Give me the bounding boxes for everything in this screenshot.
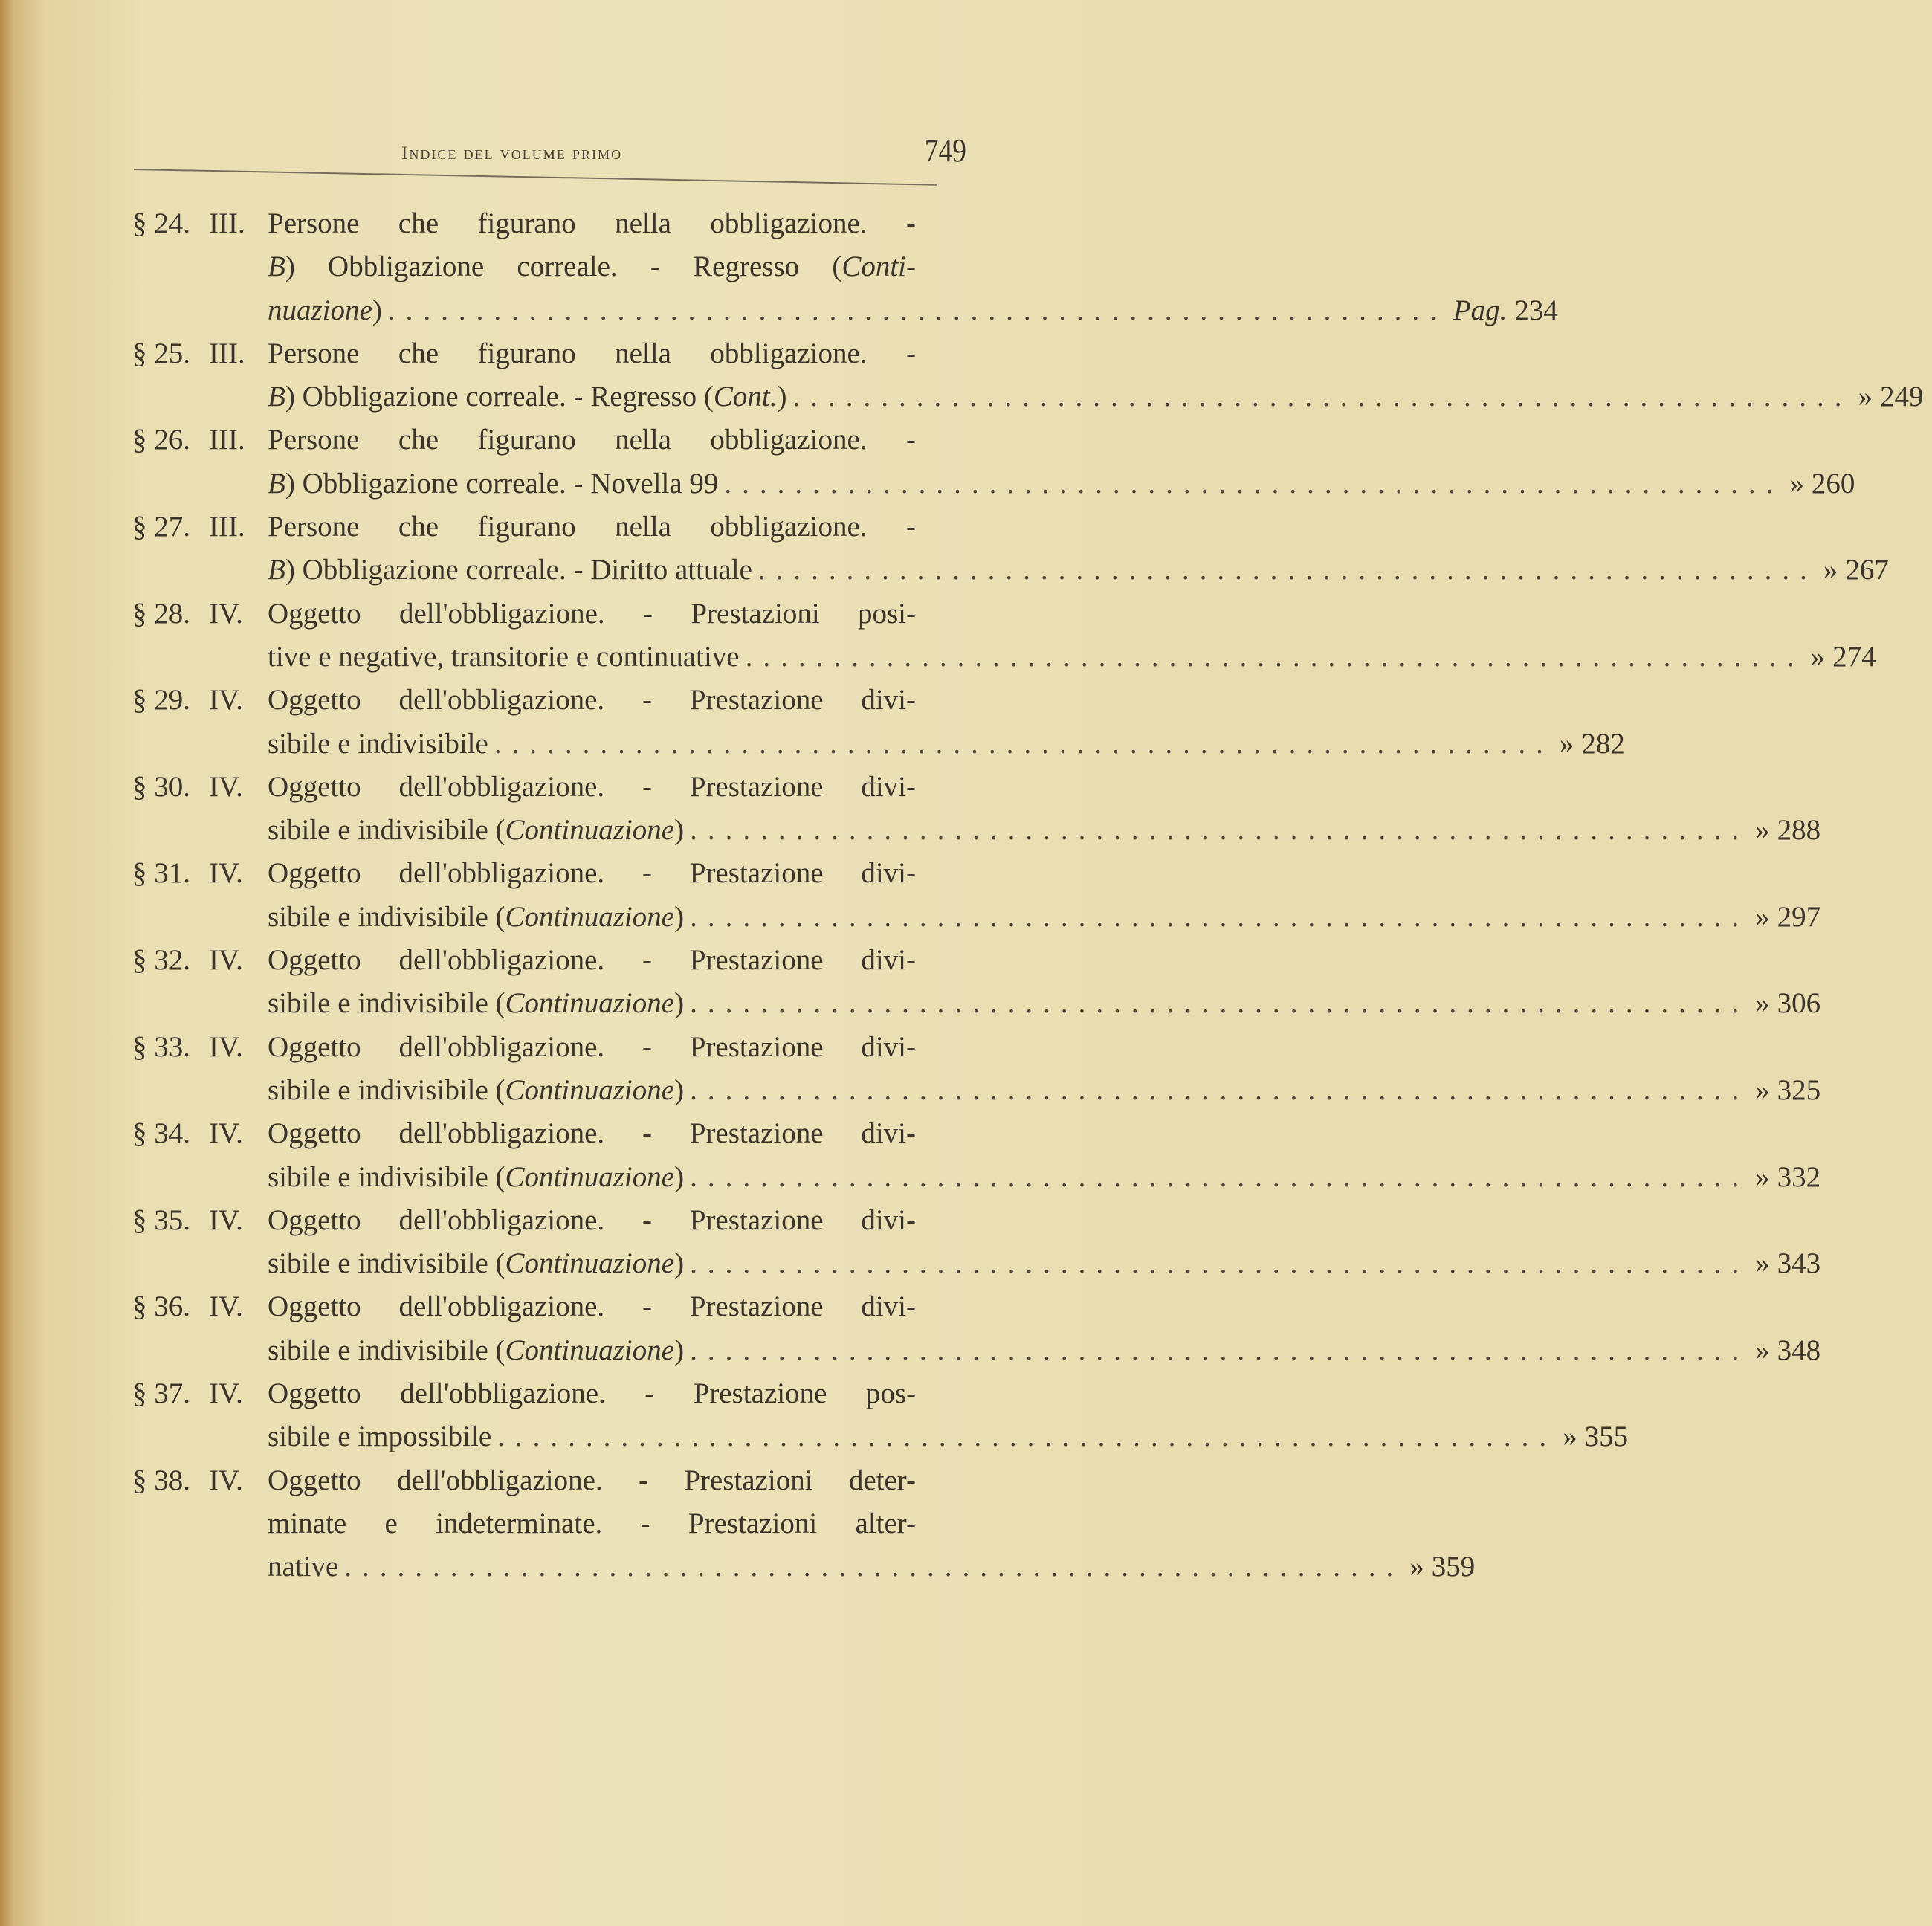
- title-text: ): [674, 1334, 685, 1366]
- italic-text: Continuazione: [505, 814, 675, 847]
- entry-title-text: [268, 289, 382, 332]
- italic-text: B: [268, 467, 285, 500]
- toc-entry: [132, 1026, 1821, 1113]
- page-reference: [1755, 1156, 1829, 1199]
- toc-entry: [132, 939, 1821, 1026]
- page-number: 749: [924, 132, 966, 169]
- toc-line: [132, 419, 963, 462]
- part-numeral: IV.: [209, 684, 243, 717]
- entry-title-line: [268, 679, 916, 722]
- toc-entry: [132, 1112, 1821, 1199]
- entry-title-line: [268, 1285, 916, 1328]
- part-numeral: IV.: [209, 1377, 243, 1410]
- toc-line: [132, 852, 963, 895]
- toc-line: [132, 723, 1625, 766]
- page-reference: [1858, 375, 1932, 419]
- page-number-ref: 297: [1777, 900, 1821, 933]
- toc-line: [132, 679, 963, 722]
- title-text: Oggetto dell'obbligazione. - Prestazioni deter-: [268, 1464, 916, 1496]
- toc-entry: [132, 1199, 1821, 1286]
- title-text: Oggetto dell'obbligazione. - Prestazione divi-: [268, 770, 916, 803]
- entry-title-line: [268, 852, 916, 895]
- leader-dots: ............................................................: [724, 467, 1784, 500]
- italic-text: Continuazione: [505, 1160, 675, 1193]
- title-text: native: [268, 1551, 339, 1583]
- section-number: § 36.: [132, 1290, 190, 1323]
- entry-title-text: [268, 1329, 684, 1372]
- italic-text: Continuazione: [505, 1073, 675, 1106]
- header-rule: [134, 169, 937, 186]
- leader-dots: ............................................................: [690, 814, 1750, 847]
- title-text: sibile e indivisibile (: [268, 900, 505, 933]
- title-text: sibile e indivisibile (: [268, 814, 505, 847]
- toc-line: [132, 1112, 963, 1155]
- section-number: § 26.: [132, 424, 190, 456]
- title-text: ): [674, 1073, 685, 1106]
- page-number-ref: 234: [1514, 294, 1558, 326]
- entry-title-line: [268, 982, 1821, 1025]
- entry-title-line: [268, 939, 916, 982]
- page-number-ref: 267: [1845, 554, 1889, 586]
- toc-entry: [132, 852, 1821, 939]
- page-prefix: »: [1823, 554, 1838, 586]
- page-prefix: »: [1755, 1247, 1770, 1280]
- entry-title-text: [268, 375, 787, 419]
- italic-text: Continuazione: [505, 900, 675, 933]
- section-number: § 30.: [132, 770, 190, 803]
- italic-text: B: [268, 251, 285, 283]
- entry-title-text: [268, 1156, 684, 1199]
- page-number-ref: 359: [1431, 1551, 1476, 1583]
- page-number-ref: 249: [1880, 381, 1924, 413]
- page-reference: [1755, 1242, 1829, 1285]
- section-number: § 34.: [132, 1117, 190, 1150]
- toc-entry: [132, 1372, 1629, 1459]
- page-reference: [1755, 896, 1829, 939]
- toc-line: [132, 505, 963, 549]
- leader-dots: ............................................................: [344, 1551, 1404, 1583]
- italic-text: Conti-: [841, 251, 916, 283]
- title-text: sibile e indivisibile (: [268, 1073, 505, 1106]
- entry-title-line: [268, 1199, 916, 1242]
- leader-dots: ............................................................: [690, 1073, 1750, 1106]
- italic-text: Cont.: [713, 381, 778, 413]
- toc-line: [132, 592, 963, 636]
- part-numeral: III.: [209, 337, 245, 369]
- leader-dots: ............................................................: [690, 1334, 1750, 1366]
- title-text: ) Obbligazione correale. - Regresso (: [285, 251, 842, 283]
- italic-text: Continuazione: [505, 987, 675, 1020]
- page-prefix: »: [1755, 814, 1770, 847]
- entry-title-line: [268, 766, 916, 809]
- page-prefix: »: [1755, 1334, 1770, 1366]
- leader-dots: ............................................................: [387, 294, 1447, 326]
- toc-line: [132, 462, 1855, 505]
- toc-line: [132, 1199, 963, 1242]
- entry-title-line: [268, 1502, 916, 1545]
- page-prefix: Pag.: [1453, 294, 1508, 326]
- toc-line: [132, 1372, 963, 1415]
- entry-title-text: [268, 896, 684, 939]
- part-numeral: IV.: [209, 857, 243, 890]
- title-text: Oggetto dell'obbligazione. - Prestazione pos-: [268, 1377, 916, 1410]
- section-number: § 25.: [132, 337, 190, 369]
- page-number-ref: 325: [1777, 1073, 1821, 1106]
- title-text: sibile e indivisibile (: [268, 987, 505, 1020]
- entry-title-line: [268, 896, 1821, 939]
- entry-title-text: [268, 982, 684, 1025]
- entry-title-line: [268, 1459, 916, 1502]
- title-text: Oggetto dell'obbligazione. - Prestazione divi-: [268, 1117, 916, 1150]
- entry-title-line: [268, 636, 1876, 679]
- entry-title-line: [268, 809, 1821, 852]
- page-number-ref: 355: [1584, 1421, 1629, 1453]
- toc-entry: [132, 419, 1855, 505]
- title-text: Persone che figurano nella obbligazione. -: [268, 424, 916, 456]
- part-numeral: IV.: [209, 1464, 243, 1496]
- page-reference: [1755, 1329, 1829, 1372]
- entry-title-line: [268, 1112, 916, 1155]
- toc-line: [132, 1285, 963, 1328]
- page-reference: [1563, 1415, 1637, 1458]
- page-reference: [1811, 636, 1885, 679]
- section-number: § 33.: [132, 1030, 190, 1063]
- page-prefix: »: [1810, 640, 1826, 673]
- entry-title-line: [268, 332, 916, 375]
- title-text: sibile e indivisibile (: [268, 1247, 505, 1280]
- entry-title-line: [268, 289, 1558, 332]
- leader-dots: ............................................................: [690, 900, 1750, 933]
- entry-title-line: [268, 1545, 1476, 1589]
- italic-text: B: [268, 554, 285, 586]
- part-numeral: IV.: [209, 1030, 243, 1063]
- entry-title-text: [268, 1069, 684, 1112]
- part-numeral: III.: [209, 207, 245, 239]
- toc-line: [132, 1415, 1629, 1458]
- toc-line: [132, 766, 963, 809]
- page-prefix: »: [1755, 987, 1770, 1020]
- section-number: § 28.: [132, 597, 190, 630]
- title-text: tive e negative, transitorie e continuative: [268, 640, 740, 673]
- page-prefix: »: [1559, 727, 1574, 760]
- page-number-ref: 260: [1811, 467, 1855, 500]
- title-text: ): [674, 900, 685, 933]
- page-reference: [1789, 462, 1864, 505]
- title-text: Oggetto dell'obbligazione. - Prestazione divi-: [268, 1290, 916, 1323]
- page-number-ref: 274: [1832, 640, 1876, 673]
- part-numeral: IV.: [209, 1203, 243, 1236]
- toc-entry: [132, 766, 1821, 853]
- entry-title-line: [268, 375, 1924, 419]
- page-reference: [1755, 1069, 1829, 1112]
- page-reference: [1560, 723, 1634, 766]
- entry-title-line: [268, 723, 1625, 766]
- title-text: ) Obbligazione correale. - Diritto attuale: [285, 554, 752, 586]
- page-header: [134, 130, 966, 175]
- title-text: ): [674, 814, 685, 847]
- page-number-ref: 306: [1777, 987, 1821, 1020]
- title-text: ): [777, 381, 787, 413]
- title-text: Persone che figurano nella obbligazione. -: [268, 511, 916, 543]
- toc-entry: [132, 592, 1876, 679]
- title-text: minate e indeterminate. - Prestazioni alter-: [268, 1507, 916, 1539]
- title-text: Persone che figurano nella obbligazione. -: [268, 337, 916, 369]
- toc-line: [132, 375, 1924, 419]
- entry-title-line: [268, 1415, 1629, 1458]
- page-number-ref: 343: [1777, 1247, 1821, 1280]
- toc-line: [132, 332, 963, 375]
- entry-title-line: [268, 1372, 916, 1415]
- title-text: Oggetto dell'obbligazione. - Prestazione divi-: [268, 1203, 916, 1236]
- page-number-ref: 282: [1581, 727, 1625, 760]
- toc-line: [132, 809, 1821, 852]
- toc-line: [132, 636, 1876, 679]
- leader-dots: ............................................................: [690, 1247, 1750, 1280]
- running-title: Indice del volume primo: [401, 143, 623, 164]
- section-number: § 37.: [132, 1377, 190, 1410]
- table-of-contents: [132, 202, 1924, 1589]
- part-numeral: IV.: [209, 597, 243, 630]
- page-prefix: »: [1563, 1421, 1577, 1453]
- toc-line: [132, 245, 963, 288]
- title-text: ): [674, 1247, 685, 1280]
- title-text: ) Obbligazione correale. - Regresso (: [285, 381, 714, 413]
- entry-title-line: [268, 549, 1889, 592]
- page-reference: [1453, 289, 1567, 332]
- italic-text: Continuazione: [505, 1247, 675, 1280]
- entry-title-text: [268, 1415, 491, 1458]
- page-prefix: »: [1409, 1551, 1424, 1583]
- toc-line: [132, 289, 1558, 332]
- entry-title-text: [268, 462, 718, 505]
- page-reference: [1409, 1545, 1484, 1589]
- title-text: Oggetto dell'obbligazione. - Prestazioni posi-: [268, 597, 916, 630]
- entry-title-text: [268, 636, 740, 679]
- title-text: sibile e indivisibile (: [268, 1334, 505, 1366]
- toc-entry: [132, 202, 1558, 332]
- section-number: § 27.: [132, 511, 190, 543]
- toc-entry: [132, 679, 1625, 766]
- toc-line: [132, 939, 963, 982]
- leader-dots: ............................................................: [497, 1421, 1557, 1453]
- toc-line: [132, 1459, 963, 1502]
- page-number-ref: 288: [1777, 814, 1821, 847]
- toc-entry: [132, 505, 1889, 592]
- entry-title-text: [268, 1242, 684, 1285]
- page-prefix: »: [1755, 1073, 1770, 1106]
- title-text: Oggetto dell'obbligazione. - Prestazione divi-: [268, 944, 916, 977]
- page-reference: [1755, 809, 1829, 852]
- section-number: § 32.: [132, 944, 190, 977]
- entry-title-line: [268, 505, 916, 549]
- part-numeral: IV.: [209, 770, 243, 803]
- toc-line: [132, 982, 1821, 1025]
- part-numeral: III.: [209, 424, 245, 456]
- section-number: § 38.: [132, 1464, 190, 1496]
- toc-line: [132, 549, 1889, 592]
- page-reference: [1755, 982, 1829, 1025]
- toc-line: [132, 1026, 963, 1069]
- toc-line: [132, 1156, 1821, 1199]
- entry-title-text: [268, 549, 752, 592]
- toc-line: [132, 1242, 1821, 1285]
- toc-line: [132, 1502, 963, 1545]
- toc-line: [132, 1329, 1821, 1372]
- title-text: ): [674, 987, 685, 1020]
- entry-title-line: [268, 1156, 1821, 1199]
- entry-title-text: [268, 723, 488, 766]
- title-text: ): [674, 1160, 685, 1193]
- section-number: § 29.: [132, 684, 190, 717]
- entry-title-line: [268, 245, 916, 288]
- italic-text: B: [268, 381, 285, 413]
- entry-title-line: [268, 419, 916, 462]
- toc-entry: [132, 332, 1924, 419]
- title-text: Persone che figurano nella obbligazione. -: [268, 207, 916, 239]
- leader-dots: ............................................................: [690, 987, 1750, 1020]
- part-numeral: IV.: [209, 1117, 243, 1150]
- section-number: § 35.: [132, 1203, 190, 1236]
- leader-dots: ............................................................: [792, 381, 1852, 413]
- entry-title-line: [268, 592, 916, 636]
- section-number: § 24.: [132, 207, 190, 239]
- toc-entry: [132, 1285, 1821, 1372]
- part-numeral: III.: [209, 511, 245, 543]
- entry-title-line: [268, 1242, 1821, 1285]
- entry-title-line: [268, 462, 1855, 505]
- toc-line: [132, 1069, 1821, 1112]
- title-text: Oggetto dell'obbligazione. - Prestazione divi-: [268, 684, 916, 717]
- section-number: § 31.: [132, 857, 190, 890]
- title-text: Oggetto dell'obbligazione. - Prestazione divi-: [268, 857, 916, 890]
- entry-title-line: [268, 1329, 1821, 1372]
- toc-line: [132, 896, 1821, 939]
- entry-title-text: [268, 1545, 338, 1589]
- leader-dots: ............................................................: [745, 640, 1805, 673]
- toc-line: [132, 202, 963, 245]
- italic-text: nuazione: [268, 294, 372, 326]
- leader-dots: ............................................................: [690, 1160, 1750, 1193]
- entry-title-line: [268, 202, 916, 245]
- leader-dots: ............................................................: [757, 554, 1818, 586]
- page-prefix: »: [1789, 467, 1804, 500]
- toc-line: [132, 1545, 1476, 1589]
- page-prefix: »: [1755, 900, 1770, 933]
- title-text: ) Obbligazione correale. - Novella 99: [285, 467, 719, 500]
- part-numeral: IV.: [209, 944, 243, 977]
- entry-title-text: [268, 809, 684, 852]
- title-text: Oggetto dell'obbligazione. - Prestazione divi-: [268, 1030, 916, 1063]
- leader-dots: ............................................................: [494, 727, 1554, 760]
- title-text: ): [372, 294, 382, 326]
- page-reference: [1823, 549, 1898, 592]
- page-prefix: »: [1858, 381, 1873, 413]
- title-text: sibile e indivisibile: [268, 727, 488, 760]
- entry-title-line: [268, 1069, 1821, 1112]
- toc-entry: [132, 1459, 1476, 1589]
- part-numeral: IV.: [209, 1290, 243, 1323]
- page-number-ref: 332: [1777, 1160, 1821, 1193]
- italic-text: Continuazione: [505, 1334, 675, 1366]
- page-prefix: »: [1755, 1160, 1770, 1193]
- entry-title-line: [268, 1026, 916, 1069]
- title-text: sibile e indivisibile (: [268, 1160, 505, 1193]
- page-number-ref: 348: [1777, 1334, 1821, 1366]
- title-text: sibile e impossibile: [268, 1421, 492, 1453]
